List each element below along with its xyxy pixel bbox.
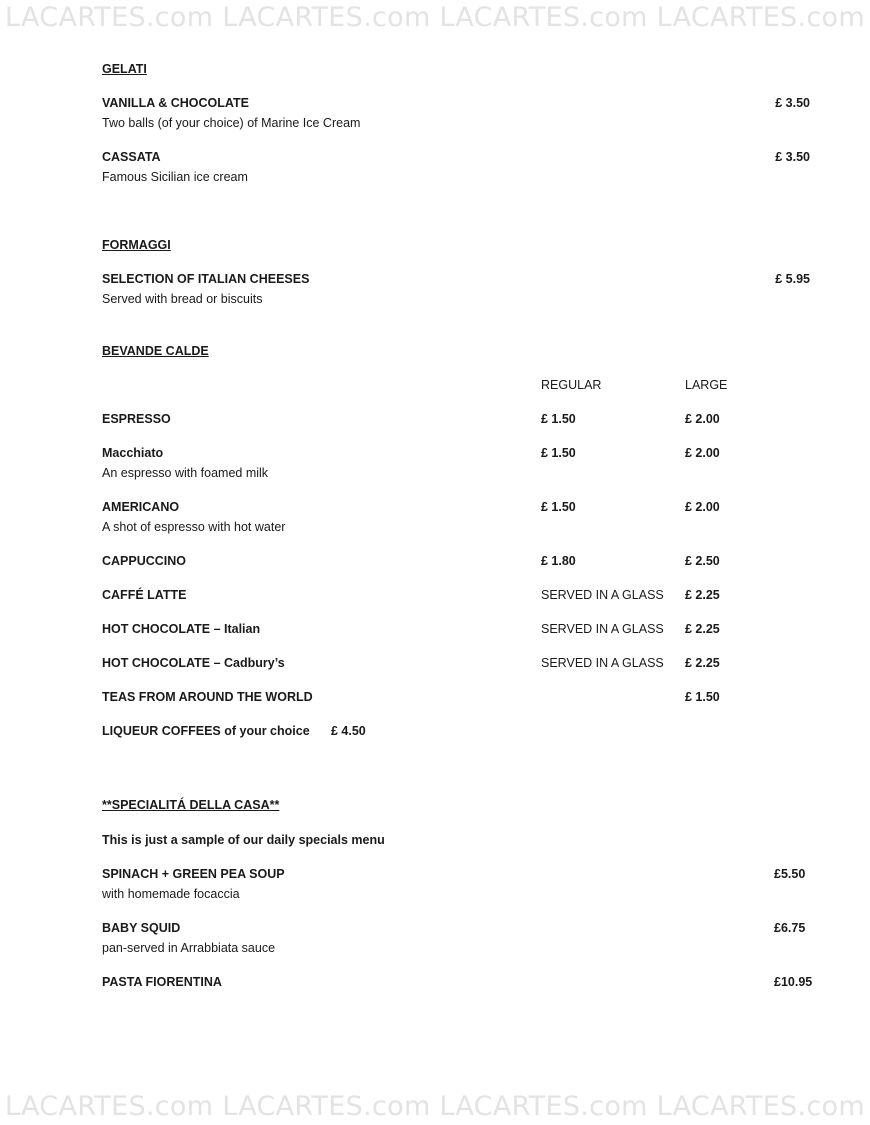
drink-desc: An espresso with foamed milk: [102, 466, 269, 480]
section-title-formaggi: FORMAGGI: [102, 238, 171, 252]
drink-price-regular: £ 1.80: [541, 554, 576, 568]
menu-item-price: £ 5.95: [775, 272, 810, 286]
specials-intro: This is just a sample of our daily specials menu: [102, 833, 385, 847]
drink-name: AMERICANO: [102, 500, 180, 514]
drink-name: TEAS FROM AROUND THE WORLD: [102, 690, 313, 704]
drink-desc: A shot of espresso with hot water: [102, 520, 286, 534]
special-name: PASTA FIORENTINA: [102, 975, 222, 989]
drink-price-large: £ 2.25: [685, 588, 720, 602]
drink-price-large: £ 2.00: [685, 446, 720, 460]
drink-price-regular: £ 1.50: [541, 500, 576, 514]
special-name: BABY SQUID: [102, 921, 181, 935]
menu-item-desc: Served with bread or biscuits: [102, 292, 263, 306]
column-header-large: LARGE: [685, 378, 728, 392]
special-price: £10.95: [774, 975, 813, 989]
drink-price-large: £ 2.50: [685, 554, 720, 568]
watermark-bottom: LACARTES.com LACARTES.com LACARTES.com LACARTES.com: [5, 1091, 865, 1122]
special-desc: pan-served in Arrabbiata sauce: [102, 941, 276, 955]
drink-name: HOT CHOCOLATE – Italian: [102, 622, 261, 636]
drink-serving-note: SERVED IN A GLASS: [541, 588, 664, 602]
liqueur-coffees-name: LIQUEUR COFFEES of your choice: [102, 724, 310, 738]
special-price: £5.50: [774, 867, 806, 881]
drink-name: CAFFÉ LATTE: [102, 588, 187, 602]
column-header-regular: REGULAR: [541, 378, 602, 392]
liqueur-coffees-price: £ 4.50: [331, 724, 366, 738]
drink-price-large: £ 2.00: [685, 412, 720, 426]
drink-price-regular: £ 1.50: [541, 412, 576, 426]
drink-serving-note: SERVED IN A GLASS: [541, 622, 664, 636]
menu-item-name: CASSATA: [102, 150, 161, 164]
menu-item-price: £ 3.50: [775, 150, 810, 164]
special-desc: with homemade focaccia: [102, 887, 240, 901]
drink-name: ESPRESSO: [102, 412, 171, 426]
menu-item-desc: Famous Sicilian ice cream: [102, 170, 248, 184]
watermark-top: LACARTES.com LACARTES.com LACARTES.com LACARTES.com: [5, 2, 865, 33]
drink-name: HOT CHOCOLATE – Cadbury’s: [102, 656, 285, 670]
menu-item-price: £ 3.50: [775, 96, 810, 110]
special-price: £6.75: [774, 921, 806, 935]
drink-price-large: £ 2.25: [685, 622, 720, 636]
menu-item-name: SELECTION OF ITALIAN CHEESES: [102, 272, 310, 286]
drink-serving-note: SERVED IN A GLASS: [541, 656, 664, 670]
menu-item-desc: Two balls (of your choice) of Marine Ice Cream: [102, 116, 361, 130]
section-title-gelati: GELATI: [102, 62, 147, 76]
drink-price-large: £ 2.00: [685, 500, 720, 514]
section-title-bevande-calde: BEVANDE CALDE: [102, 344, 209, 358]
drink-price-large: £ 1.50: [685, 690, 720, 704]
drink-name: CAPPUCCINO: [102, 554, 187, 568]
menu-item-name: VANILLA & CHOCOLATE: [102, 96, 249, 110]
drink-price-large: £ 2.25: [685, 656, 720, 670]
drink-price-regular: £ 1.50: [541, 446, 576, 460]
section-title-specialita: **SPECIALITÁ DELLA CASA**: [102, 798, 280, 812]
drink-name: Macchiato: [102, 446, 164, 460]
special-name: SPINACH + GREEN PEA SOUP: [102, 867, 285, 881]
